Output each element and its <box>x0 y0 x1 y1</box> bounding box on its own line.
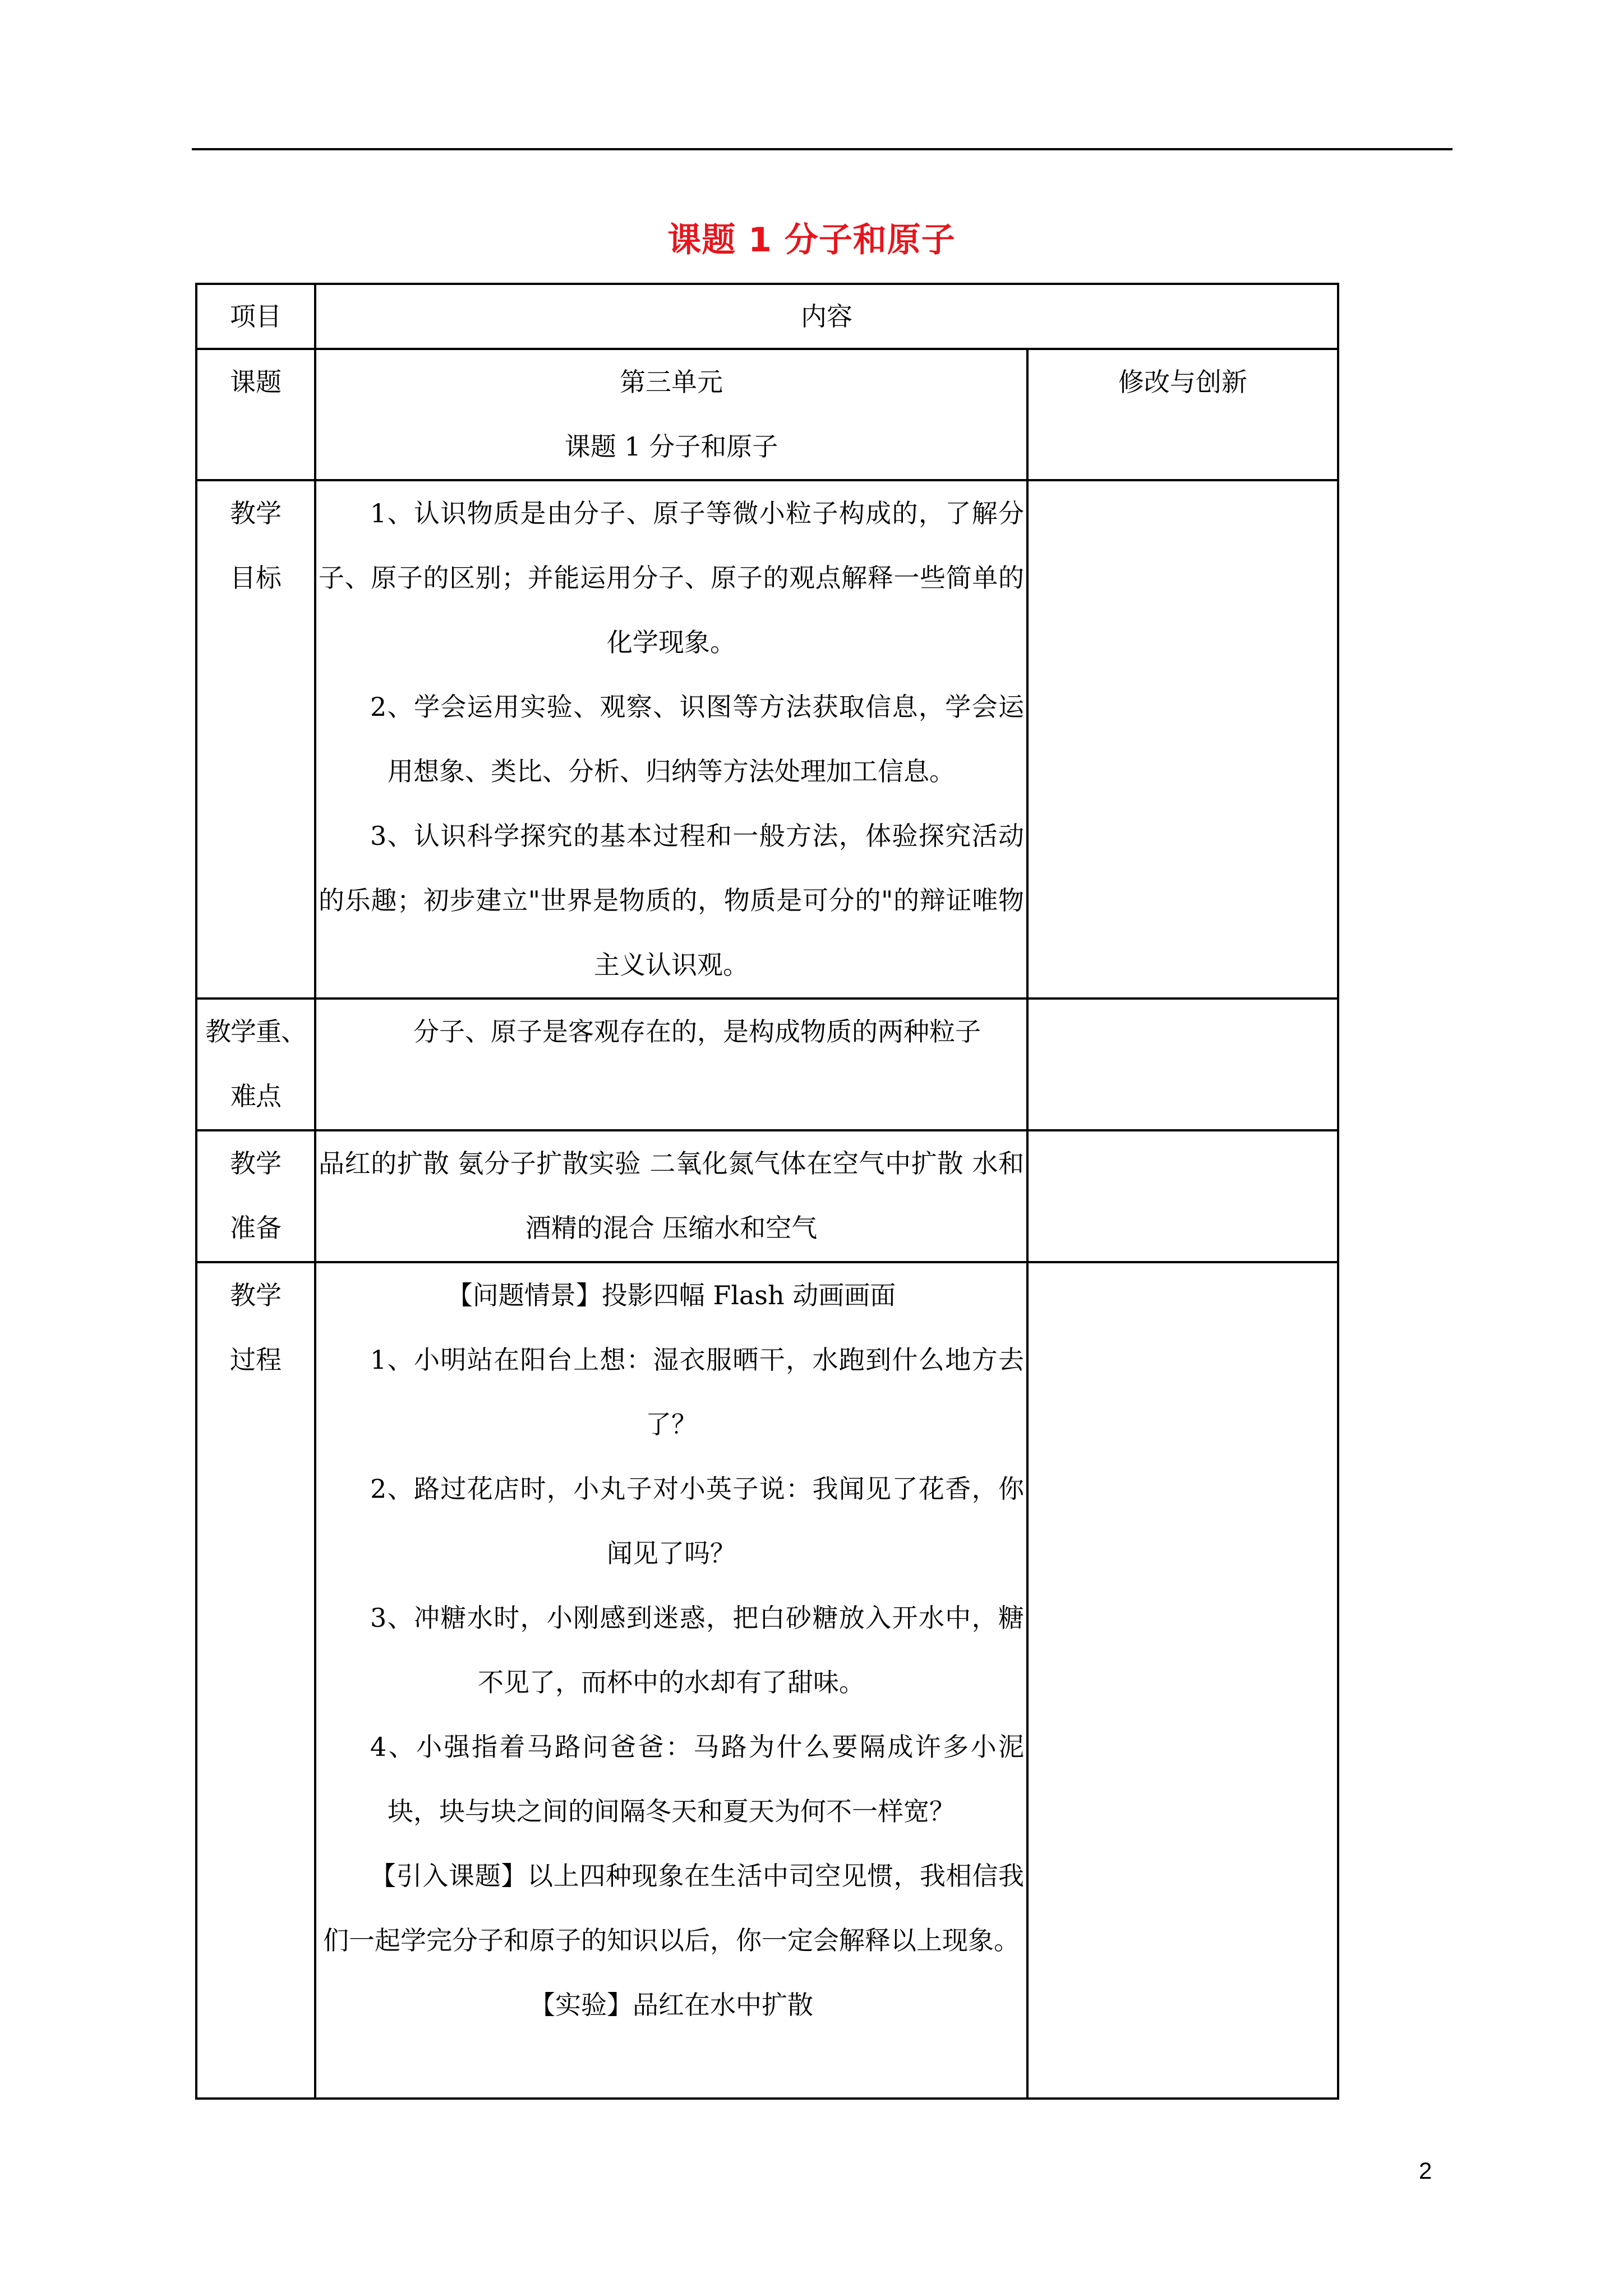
process-label-cell <box>196 1262 315 2099</box>
key-points-label-cell <box>196 999 315 1130</box>
lesson-plan-table <box>195 283 1339 2100</box>
scenario-question: 1、小明站在阳台上想：湿衣服晒干，水跑到什么地方去了？ <box>370 1345 1024 1439</box>
objectives-notes-cell <box>1027 480 1338 999</box>
preparation-text: 品红的扩散 氨分子扩散实验 二氧化氮气体在空气中扩散 水和酒精的混合 压缩水和空气 <box>319 1148 1024 1243</box>
experiment-heading: 【实验】品红在水中扩散 <box>529 1990 813 2020</box>
preparation-notes-cell <box>1027 1130 1338 1262</box>
notes-header-cell <box>1027 349 1338 480</box>
preparation-label: 教学 准备 <box>230 1148 282 1243</box>
scenario-question: 3、冲糖水时，小刚感到迷惑，把白砂糖放入开水中，糖不见了，而杯中的水却有了甜味。 <box>370 1603 1024 1697</box>
lesson-text: 课题 1 分子和原子 <box>564 431 778 462</box>
header-rule <box>192 148 1453 150</box>
topic-label: 课题 <box>230 367 282 397</box>
scenario-question: 4、小强指着马路问爸爸：马路为什么要隔成许多小泥块，块与块之间的间隔冬天和夏天为何不一样宽？ <box>370 1732 1024 1826</box>
topic-label-cell <box>196 349 315 480</box>
header-item-cell <box>196 284 315 349</box>
objectives-row <box>196 480 1338 999</box>
introduction-text: 【引入课题】以上四种现象在生活中司空见惯，我相信我们一起学完分子和原子的知识以后，你一定会解释以上现象。 <box>323 1861 1024 1955</box>
topic-content-cell <box>315 349 1027 480</box>
preparation-row <box>196 1130 1338 1262</box>
topic-row <box>196 349 1338 480</box>
key-points-label: 教学重、 难点 <box>205 1016 306 1111</box>
objectives-label-cell <box>196 480 315 999</box>
process-row <box>196 1262 1338 2099</box>
page-number: 2 <box>1419 2157 1432 2184</box>
objective-paragraph: 1、认识物质是由分子、原子等微小粒子构成的，了解分子、原子的区别；并能运用分子、原子的观点解释一些简单的化学现象。 <box>319 498 1024 657</box>
objective-paragraph: 2、学会运用实验、观察、识图等方法获取信息，学会运用想象、类比、分析、归纳等方法处理加工信息。 <box>370 692 1024 786</box>
scenario-heading: 【问题情景】投影四幅 Flash 动画画面 <box>446 1280 896 1310</box>
process-content-cell <box>315 1262 1027 2099</box>
unit-text: 第三单元 <box>620 367 723 397</box>
objectives-content-cell <box>315 480 1027 999</box>
process-notes-cell <box>1027 1262 1338 2099</box>
preparation-content-cell <box>315 1130 1027 1262</box>
scenario-question: 2、路过花店时，小丸子对小英子说：我闻见了花香，你闻见了吗？ <box>370 1474 1024 1568</box>
header-content-label: 内容 <box>801 301 852 332</box>
preparation-label-cell <box>196 1130 315 1262</box>
objective-paragraph: 3、认识科学探究的基本过程和一般方法，体验探究活动的乐趣；初步建立"世界是物质的，物质是可分的"的辩证唯物主义认识观。 <box>319 821 1024 980</box>
notes-header: 修改与创新 <box>1118 367 1247 397</box>
key-points-notes-cell <box>1027 999 1338 1130</box>
key-points-text: 分子、原子是客观存在的，是构成物质的两种粒子 <box>413 1016 981 1047</box>
process-label: 教学 过程 <box>230 1280 282 1375</box>
objectives-label: 教学 目标 <box>230 498 282 593</box>
header-item-label: 项目 <box>230 301 282 332</box>
key-points-row <box>196 999 1338 1130</box>
table-header-row <box>196 284 1338 349</box>
page-title: 课题 1 分子和原子 <box>667 220 956 260</box>
header-content-cell <box>315 284 1338 349</box>
key-points-content-cell <box>315 999 1027 1130</box>
